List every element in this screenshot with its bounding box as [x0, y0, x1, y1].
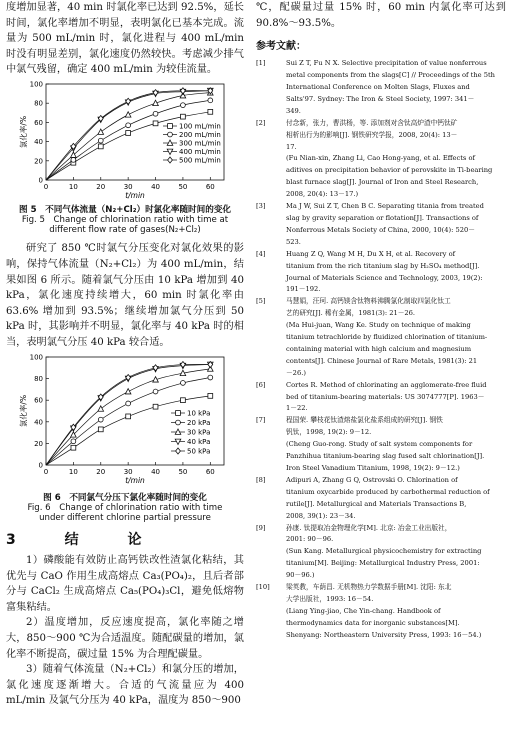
- reference-line: 191－192.: [286, 285, 321, 294]
- figure-5-svg: [6, 78, 244, 203]
- y-tick-label: 0: [38, 176, 43, 185]
- reference-line: 大学出版社，1993: 16－54.: [286, 594, 374, 603]
- data-point: [181, 103, 186, 108]
- reference-line: 梁英教，车荫昌. 无机物热力学数据手册[M]. 沈阳: 东北: [286, 583, 452, 592]
- legend-label: 400 mL/min: [179, 147, 221, 156]
- legend-marker: [176, 448, 181, 454]
- x-tick-label: 10: [68, 182, 78, 191]
- x-tick-label: 60: [205, 182, 215, 191]
- reference-number: [4]: [256, 249, 266, 258]
- reference-line: 2008, 20(4): 13－17.): [286, 190, 359, 199]
- legend-label: 40 kPa: [187, 437, 211, 446]
- x-tick-label: 20: [96, 182, 106, 191]
- reference-number: [6]: [256, 380, 266, 389]
- reference-number: [7]: [256, 416, 266, 425]
- reference-line: Salts'97. Sydney: The Iron & Steel Society, 1997: 341－: [286, 94, 475, 103]
- data-point: [208, 98, 213, 103]
- reference-item: [256, 475, 506, 523]
- x-tick-label: 50: [178, 182, 188, 191]
- reference-line: 349.: [286, 106, 301, 115]
- right-column: [256, 0, 506, 642]
- data-point: [71, 438, 76, 443]
- reference-item: [256, 296, 506, 379]
- reference-item: [256, 380, 506, 416]
- data-point: [71, 152, 77, 157]
- reference-number: [1]: [256, 59, 266, 68]
- data-point: [98, 405, 104, 410]
- data-point: [208, 109, 213, 114]
- reference-line: (Cheng Guo-rong. Study of salt system components for: [286, 440, 473, 449]
- x-tick-label: 10: [68, 467, 78, 476]
- reference-line: Nonferrous Metals Society of China, 2000, 10(4): 520－: [286, 225, 475, 234]
- reference-item: [256, 58, 506, 118]
- reference-number: [10]: [256, 583, 270, 592]
- figure-6-chart: [6, 351, 244, 491]
- x-tick-label: 20: [96, 467, 106, 476]
- figure-6-caption-en-line2: under different chlorine partial pressure: [39, 512, 211, 523]
- legend-label: 30 kPa: [187, 428, 211, 437]
- reference-line: contents[J]. Chinese Journal of Rare Metals, 1981(3): 21: [286, 356, 478, 365]
- reference-item: [256, 582, 506, 642]
- data-point: [98, 393, 103, 399]
- conclusion-3: 3）随着气体流量（N₂+Cl₂）和氯分压的增加，氯化速度逐渐增大。合适的气流量应为 400 mL/min 及氯气分压为 40 kPa，温度为 850～900: [6, 664, 244, 707]
- reference-line: titanium oxycarbide produced by carbothermal reduction of: [286, 487, 490, 496]
- left-column: [6, 0, 244, 709]
- data-point: [153, 404, 158, 409]
- figure-6: [6, 351, 244, 523]
- reference-line: 相析出行为的影响[J]. 钢铁研究学报，2008, 20(4): 13－: [286, 130, 458, 139]
- x-axis-label: t/min: [125, 190, 145, 200]
- reference-line: 钒钛，1998, 19(2): 9－12.: [286, 428, 372, 437]
- x-axis-label: t/min: [125, 475, 145, 485]
- reference-item: [256, 415, 506, 475]
- data-point: [98, 417, 103, 422]
- reference-line: Ma J W, Sui Z T, Chen B C. Separating titania from treated: [286, 202, 484, 211]
- y-tick-label: 20: [34, 439, 43, 448]
- conclusion-1: 1）磷酸能有效防止高钙铁改性渣氯化粘结，其优先与 CaO 作用生成高熔点 Ca₃(PO₄)₂，且后者部分与 CaCl₂ 生成高熔点 Ca₅(PO₄)₃Cl，避免低熔物富集粘结。: [6, 554, 244, 613]
- data-point: [126, 131, 131, 136]
- figure-5-caption-en-line1: Fig. 5 Change of chlorination ratio with time at: [21, 214, 229, 225]
- reference-line: (Fu Nian-xin, Zhang Li, Cao Hong-yang, et al. Effects of: [286, 154, 475, 163]
- data-point: [153, 90, 158, 96]
- references-title: 参考文献：: [256, 41, 306, 53]
- data-point: [71, 445, 76, 450]
- data-point: [181, 361, 186, 367]
- reference-line: －26.): [286, 368, 306, 377]
- body-paragraph-top: 度增加显著，40 min 时氯化率已达到 92.5%，延长时间，氯化率增加不明显，表明氯化已基本完成。流量为 500 mL/min 时，氯化进程与 400 mL/min 时没有明显差别，氯化速度仍然较快。考虑减少排气中氯气残留，确定 400 mL/min 为较佳流量。: [6, 2, 244, 76]
- reference-line: titanium tetrachloride by fluidized chlorination of titanium-: [286, 333, 488, 342]
- y-tick-label: 80: [34, 99, 43, 108]
- figure-5-chart: [6, 78, 244, 203]
- legend-marker: [176, 420, 181, 425]
- reference-line: 孙康. 钛提取冶金物理化学[M]. 北京: 冶金工业出版社，: [286, 523, 452, 532]
- y-tick-label: 0: [38, 461, 43, 470]
- legend-label: 300 mL/min: [179, 139, 221, 148]
- reference-item: [256, 249, 506, 297]
- legend-label: 100 mL/min: [179, 122, 221, 131]
- reference-line: titanium[M]. Beijing: Metallurgical Industry Press, 2001:: [286, 559, 480, 568]
- y-tick-label: 40: [34, 417, 43, 426]
- reference-line: Huang Z Q, Wang M H, Du X H, et al. Recovery of: [286, 249, 456, 258]
- reference-line: Cortes R. Method of chlorinating an agglomerate-free fluid: [286, 380, 487, 389]
- reference-line: 2008, 39(1): 23－34.: [286, 511, 356, 520]
- data-point: [208, 375, 213, 380]
- reference-line: (Ma Hui-juan, Wang Ke. Study on technique of making: [286, 321, 471, 330]
- data-point: [98, 144, 103, 149]
- data-point: [153, 389, 158, 394]
- figure-5-caption-en-line2: different flow rate of gases(N₂+Cl₂): [49, 225, 201, 236]
- data-point: [126, 123, 131, 128]
- figure-5-caption-zh: 图 5 不同气体流量（N₂+Cl₂）时氯化率随时间的变化: [18, 204, 232, 215]
- y-tick-label: 60: [34, 118, 43, 127]
- x-tick-label: 50: [178, 467, 188, 476]
- legend-marker: [168, 132, 173, 137]
- x-tick-label: 60: [205, 467, 215, 476]
- y-tick-label: 40: [34, 138, 43, 147]
- data-point: [181, 114, 186, 119]
- reference-number: [2]: [256, 118, 266, 127]
- reference-item: [256, 118, 506, 201]
- data-point: [71, 157, 76, 162]
- reference-line: 90－96.): [286, 571, 315, 580]
- legend-label: 500 mL/min: [179, 156, 221, 165]
- legend-marker: [168, 157, 173, 163]
- y-tick-label: 100: [29, 353, 43, 362]
- reference-line: 17.: [286, 142, 297, 151]
- reference-line: 523.: [286, 237, 301, 246]
- section-title-conclusions: 3 结 论: [6, 531, 164, 548]
- x-tick-label: 0: [43, 182, 49, 191]
- reference-line: metal components from the slags[C] // Proceedings of the 5th: [286, 71, 495, 80]
- data-point: [181, 397, 186, 402]
- y-tick-label: 80: [34, 374, 43, 383]
- data-point: [181, 380, 186, 385]
- data-point: [98, 138, 103, 143]
- reference-line: rutile[J]. Metallurgical and Materials Transactions B,: [286, 499, 467, 508]
- reference-item: [256, 201, 506, 249]
- reference-line: Iron Steel Vanadium Titanium, 1998, 19(2): 9－12.): [286, 464, 460, 472]
- legend-marker: [168, 124, 173, 129]
- data-point: [126, 414, 131, 419]
- reference-number: [5]: [256, 297, 266, 306]
- reference-number: [9]: [256, 523, 266, 532]
- data-point: [98, 426, 103, 431]
- figure-6-caption-zh: 图 6 不同氯气分压下氯化率随时间的变化: [43, 492, 207, 503]
- reference-line: slag by gravity separation or flotation[J]. Transactions of: [286, 213, 479, 222]
- x-tick-label: 40: [151, 467, 160, 476]
- y-axis-label: 氯化率/%: [19, 394, 28, 427]
- reference-line: titanium from the rich titanium slag by H₂SO₄ method[J].: [286, 261, 480, 270]
- data-point: [208, 393, 213, 398]
- x-tick-label: 0: [43, 467, 49, 476]
- legend-label: 20 kPa: [187, 418, 211, 427]
- x-tick-label: 30: [123, 182, 133, 191]
- data-point: [153, 364, 158, 370]
- reference-line: 1－22.: [286, 404, 308, 413]
- reference-line: Adipuri A, Zhang G Q, Ostrovski O. Chlorination of: [286, 475, 458, 484]
- legend-marker: [176, 410, 181, 415]
- data-point: [125, 112, 131, 117]
- reference-line: bed of titanium-bearing materials: US 3074777[P]. 1963－: [286, 392, 485, 401]
- reference-number: [8]: [256, 475, 266, 484]
- reference-line: 马慧娟，汪珂. 高钙镁含钛物料沸腾氯化制取四氯化钛工: [286, 297, 451, 306]
- data-point: [98, 129, 104, 134]
- legend-label: 10 kPa: [187, 409, 211, 418]
- reference-line: Shenyang: Northeastern University Press, 1993: 16－54.): [286, 630, 482, 639]
- reference-line: 付念新，张力，曹洪杨，等. 添加剂对含钛高炉渣中钙钛矿: [286, 118, 458, 127]
- y-tick-label: 100: [29, 80, 43, 89]
- data-point: [153, 100, 159, 105]
- data-point: [125, 388, 131, 393]
- y-tick-label: 60: [34, 396, 43, 405]
- conclusion-2: 2）温度增加，反应速度提高，氯化率随之增大，850～900 ℃为合适温度。随配碳量的增加，氯化率不断提高，碳过量 15% 为合理配碳量。: [6, 617, 244, 660]
- reference-item: [256, 523, 506, 583]
- reference-line: containing material with high calcium and magnesium: [286, 344, 472, 353]
- reference-line: Sui Z T, Fu N X. Selective precipitation of value nonferrous: [286, 59, 487, 68]
- reference-list: [256, 58, 506, 641]
- reference-line: 程国荣. 攀枝花钛渣熔盐氯化盐系组成的研究[J]. 钢铁: [286, 416, 443, 425]
- figure-5: [6, 78, 244, 235]
- data-point: [181, 88, 186, 94]
- legend-label: 50 kPa: [187, 447, 211, 456]
- legend-label: 200 mL/min: [179, 130, 221, 139]
- reference-line: 艺的研究[J]. 稀有金属，1981(3): 21－26.: [286, 309, 416, 318]
- figure-6-svg: [6, 351, 244, 491]
- reference-line: 2001: 90－96.: [286, 535, 334, 544]
- data-point: [126, 401, 131, 406]
- data-point: [153, 111, 158, 116]
- reference-line: aditives on precipitation behavior of perovskite in Ti-bearing: [286, 166, 493, 175]
- x-tick-label: 30: [123, 467, 133, 476]
- y-tick-label: 20: [34, 157, 43, 166]
- reference-line: International Conference on Molten Slags, Fluxes and: [286, 83, 470, 91]
- y-axis-label: 氯化率/%: [19, 115, 28, 149]
- reference-line: Panzhihua titanium-bearing slag fused salt chlorination[J].: [286, 452, 485, 461]
- figure-6-caption-en-line1: Fig. 6 Change of chlorination ratio with time: [27, 502, 223, 513]
- reference-line: Journal of Materials Science and Technology, 2003, 19(2):: [286, 273, 483, 282]
- data-point: [153, 121, 158, 126]
- reference-number: [3]: [256, 202, 266, 211]
- body-paragraph-mid: 研究了 850 ℃时氯气分压变化对氯化效果的影响，保持气体流量（N₂+Cl₂）为 400 mL/min，结果如图 6 所示。随着氯气分压由 10 kPa 增加到 40 kPa，氯化速度持续增大，60 min 时氯化率由 63.6% 增加到 93.5%；继续增加氯气分压到 50 kPa 时，其影响并不明显，氯化率与 40 kPa 时的相当，表明氯气分压 40 kPa 较合适。: [6, 243, 244, 348]
- reference-line: thermodynamics data for inorganic substances[M].: [286, 618, 460, 627]
- reference-line: (Liang Ying-jiao, Che Yin-chang. Handbook of: [286, 606, 441, 615]
- reference-line: (Sun Kang. Metallurgical physicochemistry for extracting: [286, 547, 482, 556]
- x-tick-label: 40: [151, 182, 160, 191]
- reference-line: blast furnace slag[J]. Journal of Iron and Steel Research,: [286, 178, 479, 187]
- body-paragraph-continued: ℃，配碳量过量 15% 时，60 min 内氯化率可达到 90.8%～93.5%。: [256, 2, 506, 29]
